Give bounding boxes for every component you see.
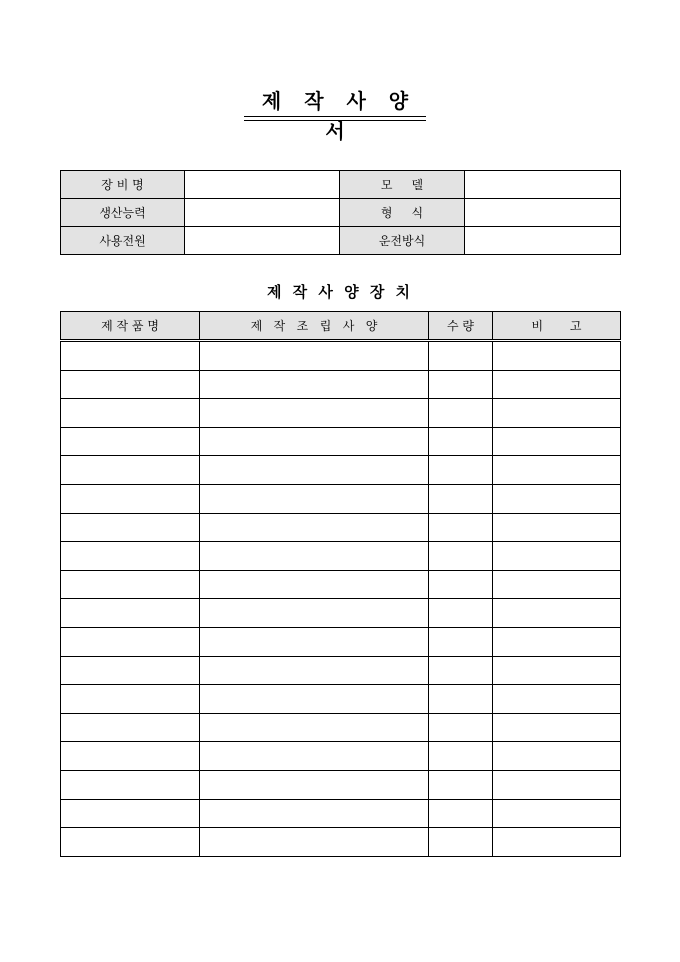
table-row <box>61 799 621 828</box>
assembly-spec-cell[interactable] <box>200 570 429 599</box>
product-name-cell[interactable] <box>61 542 200 571</box>
model-field[interactable] <box>465 171 621 199</box>
assembly-spec-cell[interactable] <box>200 456 429 485</box>
assembly-spec-cell[interactable] <box>200 370 429 399</box>
title-double-underline <box>244 116 426 121</box>
assembly-spec-cell[interactable] <box>200 742 429 771</box>
remarks-cell[interactable] <box>493 484 621 513</box>
remarks-cell[interactable] <box>493 370 621 399</box>
document-title: 제 작 사 양 서 <box>261 89 417 143</box>
table-row <box>61 399 621 428</box>
table-row <box>61 770 621 799</box>
quantity-cell[interactable] <box>429 484 493 513</box>
capacity-label: 생산능력 <box>61 199 185 227</box>
table-row <box>61 627 621 656</box>
product-name-cell[interactable] <box>61 399 200 428</box>
remarks-cell[interactable] <box>493 542 621 571</box>
product-name-cell[interactable] <box>61 685 200 714</box>
quantity-cell[interactable] <box>429 685 493 714</box>
assembly-spec-cell[interactable] <box>200 828 429 857</box>
remarks-cell[interactable] <box>493 799 621 828</box>
operation-field[interactable] <box>465 227 621 255</box>
product-name-cell[interactable] <box>61 627 200 656</box>
equipment-name-label: 장 비 명 <box>61 171 185 199</box>
quantity-cell[interactable] <box>429 799 493 828</box>
product-name-cell[interactable] <box>61 656 200 685</box>
assembly-spec-cell[interactable] <box>200 799 429 828</box>
assembly-spec-cell[interactable] <box>200 685 429 714</box>
product-name-cell[interactable] <box>61 742 200 771</box>
remarks-cell[interactable] <box>493 427 621 456</box>
assembly-spec-header: 제 작 조 립 사 양 <box>200 312 429 341</box>
equipment-info-table <box>60 170 621 255</box>
remarks-cell[interactable] <box>493 513 621 542</box>
table-row <box>61 656 621 685</box>
quantity-cell[interactable] <box>429 570 493 599</box>
remarks-cell[interactable] <box>493 828 621 857</box>
assembly-spec-cell[interactable] <box>200 627 429 656</box>
quantity-cell[interactable] <box>429 370 493 399</box>
section-subtitle: 제 작 사 양 장 치 <box>266 283 414 301</box>
assembly-spec-cell[interactable] <box>200 770 429 799</box>
assembly-spec-cell[interactable] <box>200 513 429 542</box>
quantity-cell[interactable] <box>429 399 493 428</box>
spec-header-row <box>61 312 621 341</box>
product-name-cell[interactable] <box>61 828 200 857</box>
quantity-cell[interactable] <box>429 513 493 542</box>
assembly-spec-cell[interactable] <box>200 713 429 742</box>
power-label: 사용전원 <box>61 227 185 255</box>
table-row <box>61 513 621 542</box>
info-row <box>61 227 621 255</box>
remarks-cell[interactable] <box>493 742 621 771</box>
assembly-spec-cell[interactable] <box>200 542 429 571</box>
spec-table-body <box>61 341 621 857</box>
table-row <box>61 370 621 399</box>
assembly-spec-cell[interactable] <box>200 427 429 456</box>
product-name-cell[interactable] <box>61 599 200 628</box>
product-name-header: 제 작 품 명 <box>61 312 200 341</box>
product-name-cell[interactable] <box>61 570 200 599</box>
remarks-cell[interactable] <box>493 713 621 742</box>
remarks-cell[interactable] <box>493 570 621 599</box>
type-label: 형 식 <box>340 199 465 227</box>
product-name-cell[interactable] <box>61 513 200 542</box>
remarks-cell[interactable] <box>493 627 621 656</box>
info-row <box>61 171 621 199</box>
remarks-cell[interactable] <box>493 770 621 799</box>
operation-label: 운전방식 <box>340 227 465 255</box>
quantity-cell[interactable] <box>429 599 493 628</box>
table-row <box>61 713 621 742</box>
quantity-cell[interactable] <box>429 656 493 685</box>
remarks-cell[interactable] <box>493 341 621 371</box>
remarks-cell[interactable] <box>493 399 621 428</box>
model-label: 모 델 <box>340 171 465 199</box>
info-row <box>61 199 621 227</box>
table-row <box>61 456 621 485</box>
table-row <box>61 570 621 599</box>
assembly-spec-cell[interactable] <box>200 399 429 428</box>
power-field[interactable] <box>185 227 340 255</box>
quantity-header: 수 량 <box>429 312 493 341</box>
product-name-cell[interactable] <box>61 484 200 513</box>
quantity-cell[interactable] <box>429 341 493 371</box>
product-name-cell[interactable] <box>61 770 200 799</box>
quantity-cell[interactable] <box>429 713 493 742</box>
assembly-spec-cell[interactable] <box>200 656 429 685</box>
product-name-cell[interactable] <box>61 341 200 371</box>
type-field[interactable] <box>465 199 621 227</box>
product-name-cell[interactable] <box>61 370 200 399</box>
product-name-cell[interactable] <box>61 713 200 742</box>
quantity-cell[interactable] <box>429 456 493 485</box>
quantity-cell[interactable] <box>429 742 493 771</box>
remarks-cell[interactable] <box>493 685 621 714</box>
table-row <box>61 427 621 456</box>
quantity-cell[interactable] <box>429 828 493 857</box>
product-name-cell[interactable] <box>61 427 200 456</box>
table-row <box>61 542 621 571</box>
table-row <box>61 599 621 628</box>
quantity-cell[interactable] <box>429 427 493 456</box>
quantity-cell[interactable] <box>429 542 493 571</box>
table-row <box>61 341 621 371</box>
remarks-header: 비 고 <box>493 312 621 341</box>
quantity-cell[interactable] <box>429 627 493 656</box>
quantity-cell[interactable] <box>429 770 493 799</box>
remarks-cell[interactable] <box>493 656 621 685</box>
product-name-cell[interactable] <box>61 799 200 828</box>
product-name-cell[interactable] <box>61 456 200 485</box>
remarks-cell[interactable] <box>493 456 621 485</box>
table-row <box>61 685 621 714</box>
table-row <box>61 828 621 857</box>
assembly-spec-cell[interactable] <box>200 484 429 513</box>
capacity-field[interactable] <box>185 199 340 227</box>
remarks-cell[interactable] <box>493 599 621 628</box>
equipment-name-field[interactable] <box>185 171 340 199</box>
assembly-spec-cell[interactable] <box>200 341 429 371</box>
assembly-spec-cell[interactable] <box>200 599 429 628</box>
table-row <box>61 484 621 513</box>
spec-table <box>60 311 621 857</box>
table-row <box>61 742 621 771</box>
